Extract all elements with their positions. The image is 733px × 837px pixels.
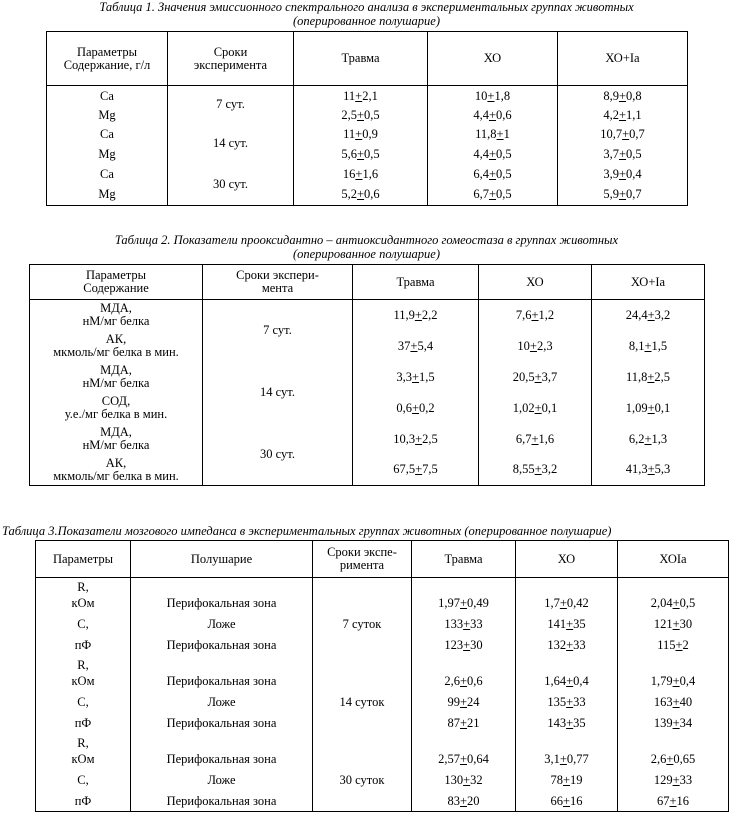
t3-param: C,: [36, 614, 131, 636]
t1-param: Ca: [47, 86, 168, 107]
plus-minus-sign: +: [355, 88, 363, 103]
t3-zone: Перифокальная зона: [131, 750, 313, 770]
value-cell: 132+33: [516, 636, 618, 656]
value-cell: 1,97+0,49: [412, 594, 516, 614]
t2-param-name: МДА,: [100, 363, 132, 377]
plus-minus-sign: +: [562, 773, 571, 787]
plus-minus-sign: +: [488, 187, 497, 202]
value-cell: 5,9+0,7: [558, 185, 688, 206]
value-cell: 10,7+0,7: [558, 124, 688, 145]
t2-param: [30, 331, 203, 362]
t2-param-unit: нМ/мг белка: [82, 376, 150, 390]
table2: [29, 264, 705, 486]
t2-param-unit: у.е./мг белка в мин.: [64, 407, 168, 421]
plus-minus-sign: +: [459, 674, 468, 688]
value-cell: 1,02+0,1: [479, 393, 592, 424]
value-cell: 3,7+0,5: [558, 145, 688, 164]
table3-caption: Таблица 3.Показатели мозгового импеданса в экспериментальных группах животных (оперированное полушарие): [2, 524, 612, 538]
t2-param: [30, 362, 203, 393]
plus-minus-sign: +: [672, 695, 680, 709]
plus-minus-sign: +: [459, 716, 468, 730]
t3-param: пФ: [36, 636, 131, 656]
value-cell: 3,9+0,4: [558, 164, 688, 185]
value-cell: 83+20: [412, 792, 516, 812]
plus-minus-sign: +: [459, 793, 468, 808]
table2-caption-line1: Таблица 2. Показатели прооксидантно – антиоксидантного гомеостаза в группах животных: [114, 233, 619, 247]
t2-term: 14 сут.: [203, 362, 353, 424]
value-cell: 5,2+0,6: [294, 185, 428, 206]
value-cell: 143+35: [516, 714, 618, 734]
plus-minus-sign: +: [647, 400, 655, 415]
t3-spacer: [412, 734, 516, 750]
plus-minus-sign: +: [644, 431, 652, 446]
t2-header-trauma: Травма: [353, 265, 479, 300]
table1: [46, 31, 688, 206]
plus-minus-sign: +: [531, 307, 539, 322]
t3-spacer: [618, 578, 729, 594]
table1-caption-line2: (оперированное полушарие): [292, 14, 441, 28]
t3-spacer: [516, 656, 618, 672]
t3-header-xo: ХО: [516, 541, 618, 578]
t3-param: пФ: [36, 714, 131, 734]
value-cell: 6,7+0,5: [428, 185, 558, 206]
value-cell: 121+30: [618, 614, 729, 636]
value-cell: 5,6+0,5: [294, 145, 428, 164]
t3-zone: Перифокальная зона: [131, 636, 313, 656]
t3-param-name: R,: [36, 578, 131, 594]
t1-param: Mg: [47, 107, 168, 124]
t2-param-unit: нМ/мг белка: [82, 438, 150, 452]
value-cell: 2,6+0,6: [412, 672, 516, 692]
t3-spacer: [618, 734, 729, 750]
value-cell: 10+2,3: [479, 331, 592, 362]
t3-spacer: [412, 578, 516, 594]
t2-param-name: СОД,: [101, 394, 131, 408]
t3-label-row: [36, 578, 729, 594]
plus-minus-sign: +: [644, 338, 652, 353]
t3-term: 30 суток: [313, 750, 412, 812]
t3-header-params: Параметры: [36, 541, 131, 578]
t1-param: Ca: [47, 164, 168, 185]
t2-row: [30, 362, 705, 393]
value-cell: 3,1+0,77: [516, 750, 618, 770]
value-cell: 10+1,8: [428, 86, 558, 107]
value-cell: 87+21: [412, 714, 516, 734]
value-cell: 6,4+0,5: [428, 164, 558, 185]
t3-param-name: R,: [36, 656, 131, 672]
value-cell: 0,6+0,2: [353, 393, 479, 424]
t2-param: [30, 424, 203, 455]
t3-zone-spacer: [131, 656, 313, 672]
plus-minus-sign: +: [618, 146, 627, 161]
value-cell: 141+35: [516, 614, 618, 636]
t1-row: [47, 107, 688, 124]
plus-minus-sign: +: [559, 752, 567, 766]
t3-param: кОм: [36, 594, 131, 614]
plus-minus-sign: +: [566, 638, 574, 652]
plus-minus-sign: +: [463, 617, 471, 631]
table2-caption-line2: (оперированное полушарие): [292, 247, 441, 261]
value-cell: 130+32: [412, 770, 516, 792]
value-cell: 37+5,4: [353, 331, 479, 362]
t2-term: 7 сут.: [203, 300, 353, 362]
value-cell: 1,79+0,4: [618, 672, 729, 692]
plus-minus-sign: +: [618, 166, 627, 181]
plus-minus-sign: +: [355, 166, 363, 181]
value-cell: 4,2+1,1: [558, 107, 688, 124]
t3-zone: Перифокальная зона: [131, 594, 313, 614]
plus-minus-sign: +: [647, 462, 655, 477]
plus-minus-sign: +: [356, 146, 365, 161]
plus-minus-sign: +: [672, 773, 680, 787]
t3-term-spacer: [313, 734, 412, 750]
t1-param: Ca: [47, 124, 168, 145]
plus-minus-sign: +: [566, 674, 574, 688]
t1-term: 14 сут.: [168, 124, 294, 164]
plus-minus-sign: +: [672, 674, 680, 688]
plus-minus-sign: +: [647, 369, 655, 384]
plus-minus-sign: +: [488, 107, 497, 122]
plus-minus-sign: +: [410, 338, 418, 353]
t3-header-xo-ia: ХОIa: [618, 541, 729, 578]
t3-header-terms: Сроки экспе-римента: [313, 541, 412, 578]
plus-minus-sign: +: [618, 88, 627, 103]
value-cell: 129+33: [618, 770, 729, 792]
t2-header-terms: Сроки экспери-мента: [203, 265, 353, 300]
plus-minus-sign: +: [463, 638, 471, 652]
value-cell: 4,4+0,5: [428, 145, 558, 164]
plus-minus-sign: +: [531, 431, 539, 446]
t3-zone: Ложе: [131, 770, 313, 792]
t2-param-name: АК,: [105, 455, 127, 470]
table3: [35, 540, 729, 812]
t3-zone-spacer: [131, 734, 313, 750]
t2-param-name: АК,: [105, 332, 127, 346]
t3-spacer: [516, 578, 618, 594]
plus-minus-sign: +: [618, 187, 627, 202]
plus-minus-sign: +: [459, 752, 468, 766]
plus-minus-sign: +: [559, 596, 567, 610]
value-cell: 8,1+1,5: [592, 331, 705, 362]
t3-param: кОм: [36, 672, 131, 692]
t3-header-trauma: Травма: [412, 541, 516, 578]
plus-minus-sign: +: [411, 400, 420, 415]
t1-param: Mg: [47, 185, 168, 206]
t3-term-spacer: [313, 656, 412, 672]
value-cell: 123+30: [412, 636, 516, 656]
value-cell: 8,9+0,8: [558, 86, 688, 107]
t1-header-terms: Сроки эксперимента: [168, 32, 294, 86]
t2-row: [30, 393, 705, 424]
t2-row: [30, 300, 705, 331]
plus-minus-sign: +: [566, 716, 574, 730]
value-cell: 2,57+0,64: [412, 750, 516, 770]
t3-param: C,: [36, 770, 131, 792]
t3-zone: Ложе: [131, 614, 313, 636]
value-cell: 163+40: [618, 692, 729, 714]
value-cell: 41,3+5,3: [592, 455, 705, 486]
value-cell: 115+2: [618, 636, 729, 656]
value-cell: 6,2+1,3: [592, 424, 705, 455]
plus-minus-sign: +: [566, 695, 574, 709]
table1-caption-line1: Таблица 1. Значения эмиссионного спектрального анализа в экспериментальных группах животных: [99, 0, 634, 14]
t3-zone-spacer: [131, 578, 313, 594]
t1-term: 30 сут.: [168, 164, 294, 206]
plus-minus-sign: +: [459, 695, 468, 709]
value-cell: 16+1,6: [294, 164, 428, 185]
value-cell: 66+16: [516, 792, 618, 812]
t3-zone: Перифокальная зона: [131, 792, 313, 812]
t3-param: кОм: [36, 750, 131, 770]
plus-minus-sign: +: [534, 369, 542, 384]
plus-minus-sign: +: [562, 793, 571, 808]
t3-header-hemisphere: Полушарие: [131, 541, 313, 578]
plus-minus-sign: +: [459, 596, 468, 610]
plus-minus-sign: +: [415, 462, 423, 477]
plus-minus-sign: +: [529, 338, 537, 353]
value-cell: 1,09+0,1: [592, 393, 705, 424]
plus-minus-sign: +: [647, 307, 655, 322]
t2-header-params: Параметры Содержание: [30, 265, 203, 300]
plus-minus-sign: +: [414, 307, 422, 322]
value-cell: 3,3+1,5: [353, 362, 479, 393]
t1-row: [47, 86, 688, 107]
t1-row: [47, 145, 688, 164]
t3-param-name: R,: [36, 734, 131, 750]
plus-minus-sign: +: [496, 126, 504, 141]
value-cell: 1,64+0,4: [516, 672, 618, 692]
value-cell: 2,5+0,5: [294, 107, 428, 124]
t3-row: [36, 750, 729, 770]
t1-header-params: Параметры Содержание, г/л: [47, 32, 168, 86]
value-cell: 24,4+3,2: [592, 300, 705, 331]
t3-row: [36, 594, 729, 614]
plus-minus-sign: +: [488, 166, 497, 181]
value-cell: 2,04+0,5: [618, 594, 729, 614]
plus-minus-sign: +: [669, 793, 677, 808]
plus-minus-sign: +: [534, 400, 542, 415]
value-cell: 4,4+0,6: [428, 107, 558, 124]
t3-term: 14 суток: [313, 672, 412, 734]
value-cell: 135+33: [516, 692, 618, 714]
t2-row: [30, 424, 705, 455]
value-cell: 67+16: [618, 792, 729, 812]
plus-minus-sign: +: [666, 752, 674, 766]
plus-minus-sign: +: [415, 431, 423, 446]
t3-row: [36, 672, 729, 692]
t2-param: [30, 300, 203, 331]
t3-term: 7 суток: [313, 594, 412, 656]
value-cell: 10,3+2,5: [353, 424, 479, 455]
plus-minus-sign: +: [534, 462, 542, 477]
plus-minus-sign: +: [672, 596, 680, 610]
t1-row: [47, 185, 688, 206]
plus-minus-sign: +: [488, 146, 497, 161]
t3-zone: Ложе: [131, 692, 313, 714]
t3-zone: Перифокальная зона: [131, 672, 313, 692]
t2-param-unit: нМ/мг белка: [82, 314, 150, 329]
t3-label-row: [36, 656, 729, 672]
t1-term: 7 сут.: [168, 86, 294, 124]
t3-spacer: [412, 656, 516, 672]
t3-param: C,: [36, 692, 131, 714]
t1-header-trauma: Травма: [294, 32, 428, 86]
t2-term: 30 сут.: [203, 424, 353, 486]
value-cell: 78+19: [516, 770, 618, 792]
plus-minus-sign: +: [672, 617, 680, 631]
t2-header-xo-ia: ХО+Ia: [592, 265, 705, 300]
t2-header-xo: ХО: [479, 265, 592, 300]
value-cell: 11+2,1: [294, 86, 428, 107]
plus-minus-sign: +: [566, 617, 574, 631]
value-cell: 7,6+1,2: [479, 300, 592, 331]
t1-param: Mg: [47, 145, 168, 164]
value-cell: 8,55+3,2: [479, 455, 592, 486]
plus-minus-sign: +: [622, 126, 630, 141]
t2-row: [30, 331, 705, 362]
plus-minus-sign: +: [411, 369, 420, 384]
value-cell: 20,5+3,7: [479, 362, 592, 393]
t1-row: [47, 124, 688, 145]
plus-minus-sign: +: [672, 716, 680, 730]
t2-param: [30, 455, 203, 486]
plus-minus-sign: +: [675, 638, 683, 652]
t2-param-unit: мкмоль/мг белка в мин.: [53, 345, 179, 359]
t3-label-row: [36, 734, 729, 750]
value-cell: 11+0,9: [294, 124, 428, 145]
plus-minus-sign: +: [356, 187, 365, 202]
value-cell: 1,7+0,42: [516, 594, 618, 614]
t1-row: [47, 164, 688, 185]
value-cell: 11,8+1: [428, 124, 558, 145]
t2-param-unit: мкмоль/мг белка в мин.: [53, 468, 179, 483]
t1-header-xo: ХО: [428, 32, 558, 86]
value-cell: 2,6+0,65: [618, 750, 729, 770]
plus-minus-sign: +: [463, 773, 471, 787]
t3-spacer: [516, 734, 618, 750]
t3-param: пФ: [36, 792, 131, 812]
t3-spacer: [618, 656, 729, 672]
value-cell: 6,7+1,6: [479, 424, 592, 455]
value-cell: 11,8+2,5: [592, 362, 705, 393]
value-cell: 67,5+7,5: [353, 455, 479, 486]
value-cell: 11,9+2,2: [353, 300, 479, 331]
plus-minus-sign: +: [355, 126, 363, 141]
value-cell: 133+33: [412, 614, 516, 636]
plus-minus-sign: +: [487, 88, 495, 103]
t2-param-name: МДА,: [100, 425, 132, 439]
t3-term-spacer: [313, 578, 412, 594]
t2-row: [30, 455, 705, 486]
t1-header-xo-ia: ХО+Ia: [558, 32, 688, 86]
t3-zone: Перифокальная зона: [131, 714, 313, 734]
plus-minus-sign: +: [618, 107, 627, 122]
value-cell: 139+34: [618, 714, 729, 734]
t2-param: [30, 393, 203, 424]
t2-param-name: МДА,: [100, 301, 132, 316]
value-cell: 99+24: [412, 692, 516, 714]
plus-minus-sign: +: [356, 107, 365, 122]
